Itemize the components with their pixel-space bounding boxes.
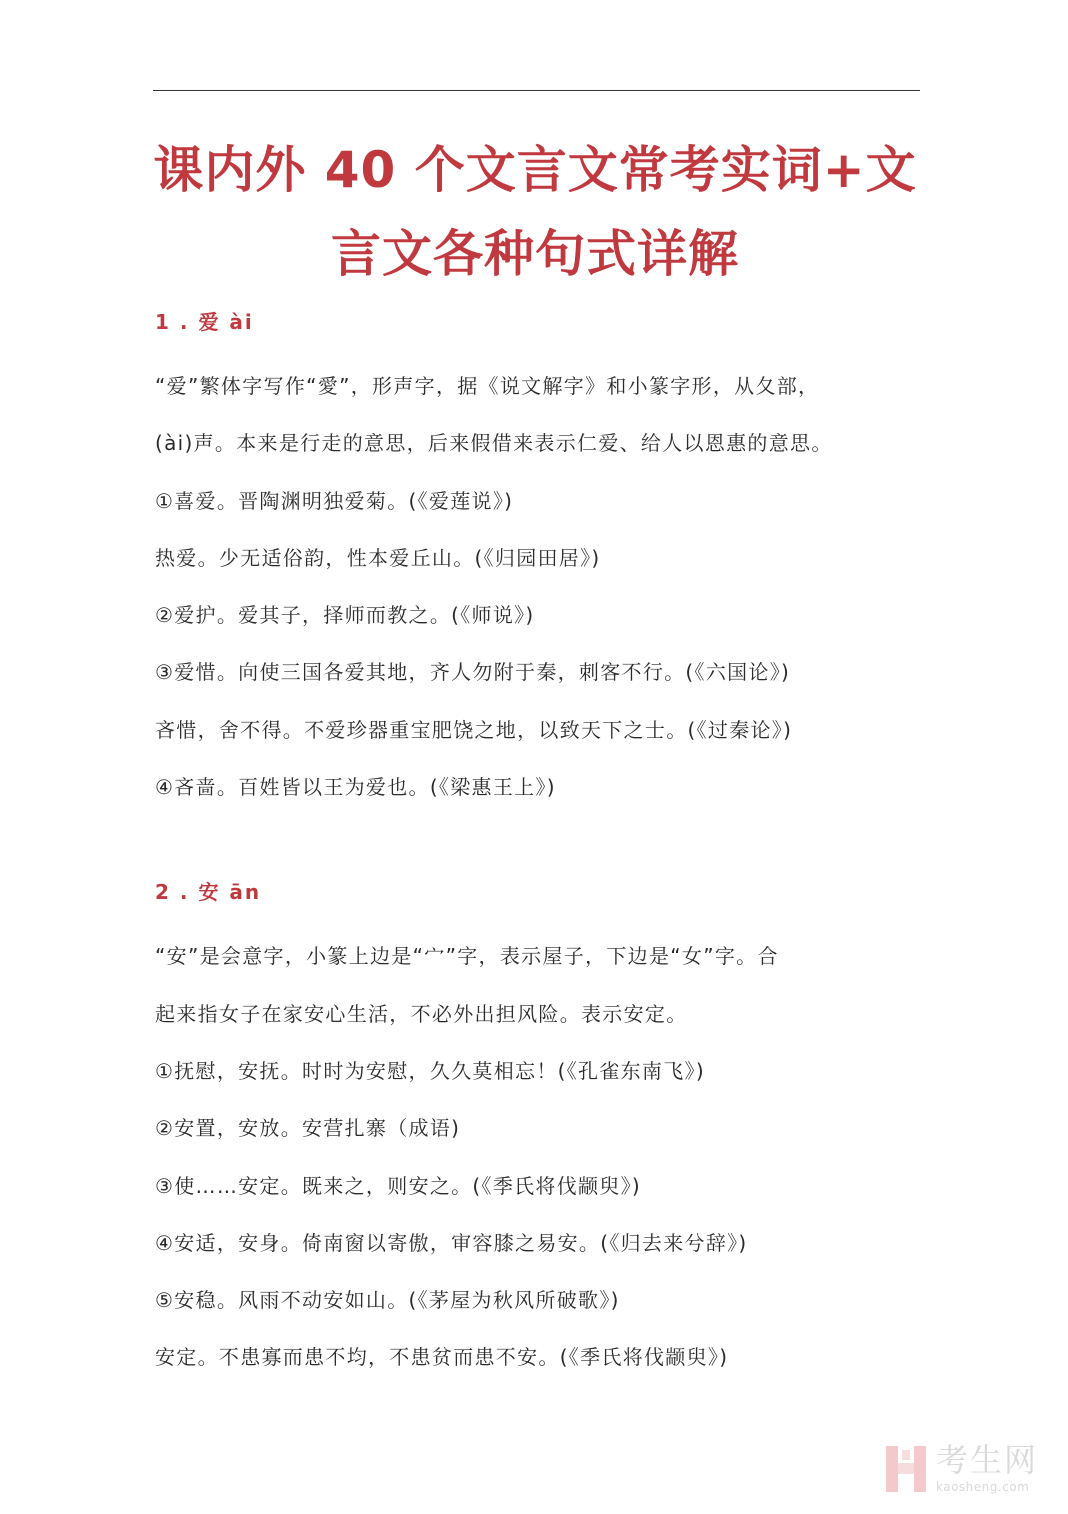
- document-body: [155, 300, 930, 1387]
- top-rule: [153, 90, 920, 91]
- paragraph-line: ④吝啬。百姓皆以王为爱也。(《梁惠王上》): [155, 775, 556, 800]
- paragraph-line: 起来指女子在家安心生活，不必外出担风险。表示安定。: [155, 1001, 688, 1026]
- paragraph-line: ②安置，安放。安营扎寨（成语): [155, 1116, 461, 1141]
- section-heading: 2 . 安 ān: [155, 880, 262, 905]
- paragraph-line: 吝惜，舍不得。不爱珍器重宝肥饶之地，以致天下之士。(《过秦论》): [155, 717, 793, 742]
- section-heading: 1 . 爱 ài: [155, 310, 254, 334]
- title-line-2: 言文各种句式详解: [331, 225, 739, 283]
- section-ai: [155, 300, 930, 816]
- section-gap: [155, 816, 930, 870]
- paragraph-line: ③使……安定。既来之，则安之。(《季氏将伐颛臾》): [155, 1173, 642, 1198]
- title-line-1: 课内外 40 个文言文常考实词+文: [153, 141, 917, 199]
- section-an: [155, 870, 930, 1386]
- paragraph-line: “安”是会意字，小篆上边是“宀”字，表示屋子，下边是“女”字。合: [155, 944, 779, 969]
- paragraph-line: ②爱护。爱其子，择师而教之。(《师说》): [155, 603, 535, 628]
- paragraph-line: ③爱惜。向使三国各爱其地，齐人勿附于秦，刺客不行。(《六国论》): [155, 660, 791, 685]
- paragraph-line: 安定。不患寡而患不均，不患贫而患不安。(《季氏将伐颛臾》): [155, 1345, 729, 1370]
- paragraph-line: ①喜爱。晋陶渊明独爱菊。(《爱莲说》): [155, 488, 514, 513]
- watermark: [880, 1440, 1050, 1500]
- kaosheng-logo-icon: [884, 1444, 928, 1494]
- watermark-url: kaosheng.com: [936, 1480, 1030, 1494]
- paragraph-line: ⑤安稳。风雨不动安如山。(《茅屋为秋风所破歌》): [155, 1288, 620, 1313]
- paragraph-line: ④安适，安身。倚南窗以寄傲，审容膝之易安。(《归去来兮辞》): [155, 1230, 748, 1255]
- paragraph-line: “爱”繁体字写作“愛”，形声字，据《说文解字》和小篆字形，从夂部，: [155, 374, 820, 398]
- paragraph-line: (ài)声。本来是行走的意思，后来假借来表示仁爱、给人以恩惠的意思。: [155, 431, 833, 456]
- page-title: [140, 128, 930, 296]
- paragraph-line: 热爱。少无适俗韵，性本爱丘山。(《归园田居》): [155, 545, 601, 570]
- paragraph-line: ①抚慰，安抚。时时为安慰，久久莫相忘！(《孔雀东南飞》): [155, 1058, 705, 1083]
- watermark-name: 考生网: [936, 1441, 1039, 1479]
